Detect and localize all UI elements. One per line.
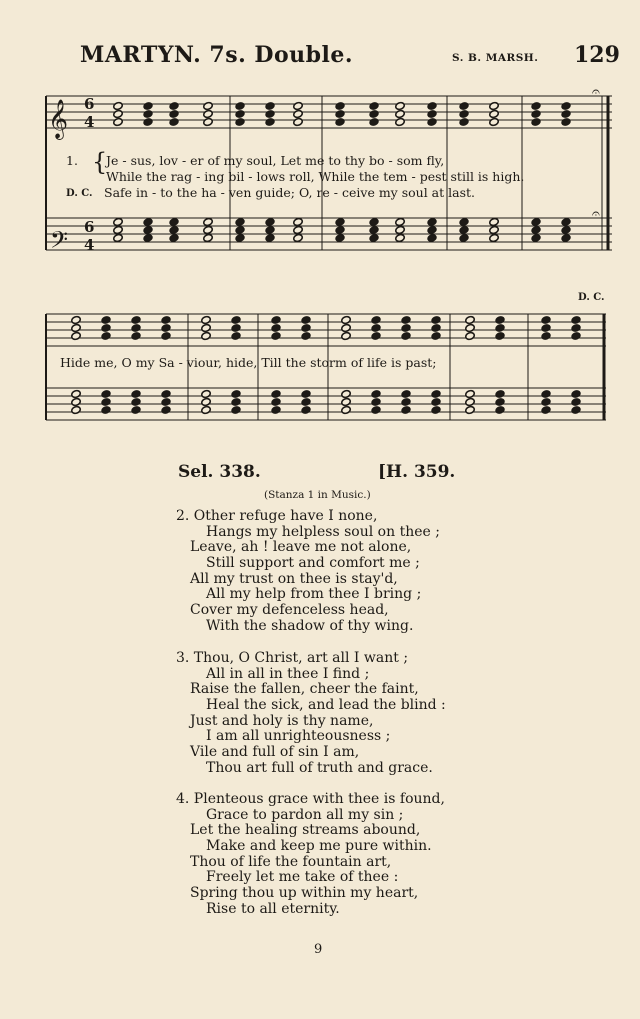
stanza-line: Spring thou up within my heart, <box>190 885 419 902</box>
note-head <box>369 225 379 234</box>
note-head <box>265 225 275 234</box>
note-head <box>431 397 441 406</box>
note-head <box>101 323 111 332</box>
note-head <box>571 323 581 332</box>
note-head <box>293 117 303 126</box>
note-head <box>113 217 123 226</box>
note-head <box>489 225 499 234</box>
note-head <box>271 405 281 414</box>
bass-time-bottom: 4 <box>84 236 95 254</box>
stanza-line: Thou art full of truth and grace. <box>206 759 433 776</box>
brace-icon: { <box>92 148 108 176</box>
note-head <box>541 405 551 414</box>
note-head <box>101 397 111 406</box>
note-head <box>265 117 275 126</box>
note-head <box>395 117 405 126</box>
note-head <box>203 109 213 118</box>
note-head <box>143 101 153 110</box>
note-head <box>293 217 303 226</box>
note-head <box>301 397 311 406</box>
note-head <box>427 117 437 126</box>
note-head <box>231 397 241 406</box>
note-head <box>201 323 211 332</box>
note-head <box>531 101 541 110</box>
note-head <box>541 389 551 398</box>
note-head <box>401 405 411 414</box>
note-head <box>531 217 541 226</box>
stanza-line: Raise the fallen, cheer the faint, <box>190 681 419 698</box>
note-head <box>495 331 505 340</box>
stanza-line: All my trust on thee is stay'd, <box>190 570 398 587</box>
note-head <box>531 225 541 234</box>
verse-number: 1. <box>66 153 78 168</box>
note-head <box>271 389 281 398</box>
tune-title: MARTYN. 7s. Double. <box>80 42 354 68</box>
note-head <box>561 217 571 226</box>
note-head <box>143 109 153 118</box>
bass-clef-icon: 𝄢 <box>50 226 69 259</box>
note-head <box>335 109 345 118</box>
note-head <box>235 225 245 234</box>
note-head <box>301 315 311 324</box>
note-head <box>301 389 311 398</box>
note-head <box>371 405 381 414</box>
note-head <box>369 101 379 110</box>
note-head <box>231 315 241 324</box>
note-head <box>465 331 475 340</box>
stanza-line: 3. Thou, O Christ, art all I want ; <box>176 650 409 666</box>
treble-time-top: 6 <box>84 95 95 113</box>
note-head <box>401 323 411 332</box>
treble-clef-icon: 𝄞 <box>48 99 69 139</box>
stanza-line: 4. Plenteous grace with thee is found, <box>176 791 445 807</box>
lyric-line-1: Je - sus, lov - er of my soul, Let me to thy bo - som fly, <box>106 153 445 168</box>
note-head <box>169 217 179 226</box>
note-head <box>203 117 213 126</box>
note-head <box>489 233 499 242</box>
note-head <box>371 389 381 398</box>
note-head <box>459 217 469 226</box>
note-head <box>271 323 281 332</box>
note-head <box>161 323 171 332</box>
note-head <box>335 225 345 234</box>
note-head <box>161 331 171 340</box>
note-head <box>427 233 437 242</box>
note-head <box>341 331 351 340</box>
note-head <box>113 225 123 234</box>
note-head <box>131 331 141 340</box>
note-head <box>561 109 571 118</box>
note-head <box>143 233 153 242</box>
stanza-line: Still support and comfort me ; <box>206 555 420 572</box>
stanza-line: With the shadow of thy wing. <box>206 617 414 634</box>
note-head <box>169 117 179 126</box>
note-head <box>531 117 541 126</box>
note-head <box>71 331 81 340</box>
note-head <box>161 405 171 414</box>
note-head <box>541 323 551 332</box>
selection-number: Sel. 338. <box>178 462 261 482</box>
note-head <box>203 217 213 226</box>
note-head <box>465 315 475 324</box>
bass-time-top: 6 <box>84 218 95 236</box>
note-head <box>71 315 81 324</box>
hymnal-reference: [H. 359. <box>378 462 456 482</box>
note-head <box>265 101 275 110</box>
note-head <box>495 405 505 414</box>
note-head <box>169 109 179 118</box>
note-head <box>459 225 469 234</box>
note-head <box>561 101 571 110</box>
note-head <box>101 389 111 398</box>
note-head <box>369 109 379 118</box>
dc-label: D. C. <box>66 188 93 199</box>
stanza-line: All my help from thee I bring ; <box>206 586 422 603</box>
note-head <box>203 225 213 234</box>
stanza-line: Rise to all eternity. <box>206 900 340 917</box>
note-head <box>265 217 275 226</box>
note-head <box>231 323 241 332</box>
note-head <box>113 117 123 126</box>
note-head <box>465 323 475 332</box>
note-head <box>459 101 469 110</box>
note-head <box>341 323 351 332</box>
note-head <box>371 323 381 332</box>
note-head <box>101 315 111 324</box>
note-head <box>161 315 171 324</box>
note-head <box>427 109 437 118</box>
note-head <box>201 315 211 324</box>
note-head <box>201 389 211 398</box>
note-head <box>395 109 405 118</box>
note-head <box>169 101 179 110</box>
note-head <box>395 217 405 226</box>
note-head <box>427 217 437 226</box>
note-head <box>431 405 441 414</box>
note-head <box>459 117 469 126</box>
note-head <box>71 405 81 414</box>
note-head <box>71 397 81 406</box>
note-head <box>541 397 551 406</box>
note-head <box>235 101 245 110</box>
note-head <box>395 101 405 110</box>
dc-mark: D. C. <box>578 292 605 303</box>
stanza-3 <box>176 651 446 777</box>
note-head <box>561 225 571 234</box>
note-head <box>265 233 275 242</box>
note-head <box>489 101 499 110</box>
note-head <box>71 323 81 332</box>
note-head <box>431 389 441 398</box>
note-head <box>131 405 141 414</box>
note-head <box>143 117 153 126</box>
stanza-line: Let the healing streams abound, <box>190 822 421 839</box>
note-head <box>265 109 275 118</box>
note-head <box>293 225 303 234</box>
note-head <box>371 315 381 324</box>
note-head <box>203 233 213 242</box>
note-head <box>231 331 241 340</box>
note-head <box>235 109 245 118</box>
note-head <box>131 389 141 398</box>
note-head <box>489 109 499 118</box>
note-head <box>431 323 441 332</box>
note-head <box>495 323 505 332</box>
note-head <box>235 233 245 242</box>
note-head <box>489 117 499 126</box>
fermata-icon: 𝄐 <box>592 206 600 222</box>
note-head <box>301 405 311 414</box>
note-head <box>335 117 345 126</box>
note-head <box>335 217 345 226</box>
note-head <box>459 233 469 242</box>
note-head <box>561 117 571 126</box>
note-head <box>71 389 81 398</box>
stanza-line: Cover my defenceless head, <box>190 602 389 619</box>
note-head <box>465 405 475 414</box>
note-head <box>143 225 153 234</box>
stanza-line: Thou of life the fountain art, <box>190 853 392 870</box>
note-head <box>161 389 171 398</box>
stanza-line: Vile and full of sin I am, <box>190 744 360 761</box>
note-head <box>341 397 351 406</box>
note-head <box>395 225 405 234</box>
page-number: 129 <box>574 42 620 68</box>
note-head <box>427 101 437 110</box>
note-head <box>395 233 405 242</box>
stanza-line: All in all in thee I find ; <box>206 665 370 682</box>
note-head <box>431 315 441 324</box>
stanza-line: Leave, ah ! leave me not alone, <box>190 539 412 556</box>
stanza-line: Hangs my helpless soul on thee ; <box>206 523 440 540</box>
note-head <box>465 397 475 406</box>
note-head <box>335 101 345 110</box>
note-head <box>301 331 311 340</box>
stanza-line: Heal the sick, and lead the blind : <box>206 697 446 714</box>
note-head <box>203 101 213 110</box>
note-head <box>459 109 469 118</box>
note-head <box>369 117 379 126</box>
note-head <box>301 323 311 332</box>
note-head <box>401 315 411 324</box>
stanza-line: Freely let me take of thee : <box>206 869 399 886</box>
note-head <box>271 397 281 406</box>
note-head <box>531 109 541 118</box>
note-head <box>113 101 123 110</box>
treble-time-bottom: 4 <box>84 113 95 131</box>
note-head <box>571 315 581 324</box>
stanza-line: Just and holy is thy name, <box>190 712 374 729</box>
note-head <box>169 225 179 234</box>
stanza-line: Make and keep me pure within. <box>206 838 432 855</box>
note-head <box>293 101 303 110</box>
note-head <box>571 389 581 398</box>
note-head <box>541 331 551 340</box>
note-head <box>271 331 281 340</box>
note-head <box>401 389 411 398</box>
note-head <box>495 315 505 324</box>
note-head <box>571 331 581 340</box>
note-head <box>427 225 437 234</box>
stanza-line: I am all unrighteousness ; <box>206 728 391 745</box>
note-head <box>293 109 303 118</box>
stanza-4 <box>176 792 445 918</box>
note-head <box>201 331 211 340</box>
note-head <box>113 109 123 118</box>
note-head <box>571 397 581 406</box>
lyric-line-3: Safe in - to the ha - ven guide; O, re - ceive my soul at last. <box>104 185 475 200</box>
page-signature: 9 <box>314 942 323 957</box>
note-head <box>561 233 571 242</box>
fermata-icon: 𝄐 <box>592 84 600 100</box>
note-head <box>231 389 241 398</box>
note-head <box>571 405 581 414</box>
note-head <box>341 389 351 398</box>
note-head <box>169 233 179 242</box>
stanza-line: 2. Other refuge have I none, <box>176 508 378 524</box>
note-head <box>489 217 499 226</box>
note-head <box>235 117 245 126</box>
note-head <box>431 331 441 340</box>
note-head <box>293 233 303 242</box>
note-head <box>495 397 505 406</box>
lyric-line-2: While the rag - ing bil - lows roll, While the tem - pest still is high. <box>106 169 525 184</box>
note-head <box>465 389 475 398</box>
note-head <box>101 405 111 414</box>
note-head <box>131 397 141 406</box>
note-head <box>113 233 123 242</box>
stanza-line: Grace to pardon all my sin ; <box>206 806 404 823</box>
note-head <box>369 217 379 226</box>
note-head <box>143 217 153 226</box>
note-head <box>401 397 411 406</box>
note-head <box>231 405 241 414</box>
note-head <box>235 217 245 226</box>
note-head <box>531 233 541 242</box>
music-score <box>0 0 640 440</box>
note-head <box>341 405 351 414</box>
note-head <box>371 331 381 340</box>
composer-name: S. B. MARSH. <box>452 52 539 64</box>
note-head <box>131 315 141 324</box>
note-head <box>335 233 345 242</box>
note-head <box>101 331 111 340</box>
stanza-2 <box>176 509 440 635</box>
note-head <box>161 397 171 406</box>
note-head <box>341 315 351 324</box>
note-head <box>495 389 505 398</box>
note-head <box>271 315 281 324</box>
note-head <box>401 331 411 340</box>
stanza-note: (Stanza 1 in Music.) <box>264 489 371 501</box>
note-head <box>541 315 551 324</box>
note-head <box>131 323 141 332</box>
lyric-line-system2: Hide me, O my Sa - viour, hide, Till the storm of life is past; <box>60 355 437 370</box>
note-head <box>371 397 381 406</box>
note-head <box>369 233 379 242</box>
note-head <box>201 397 211 406</box>
note-head <box>201 405 211 414</box>
